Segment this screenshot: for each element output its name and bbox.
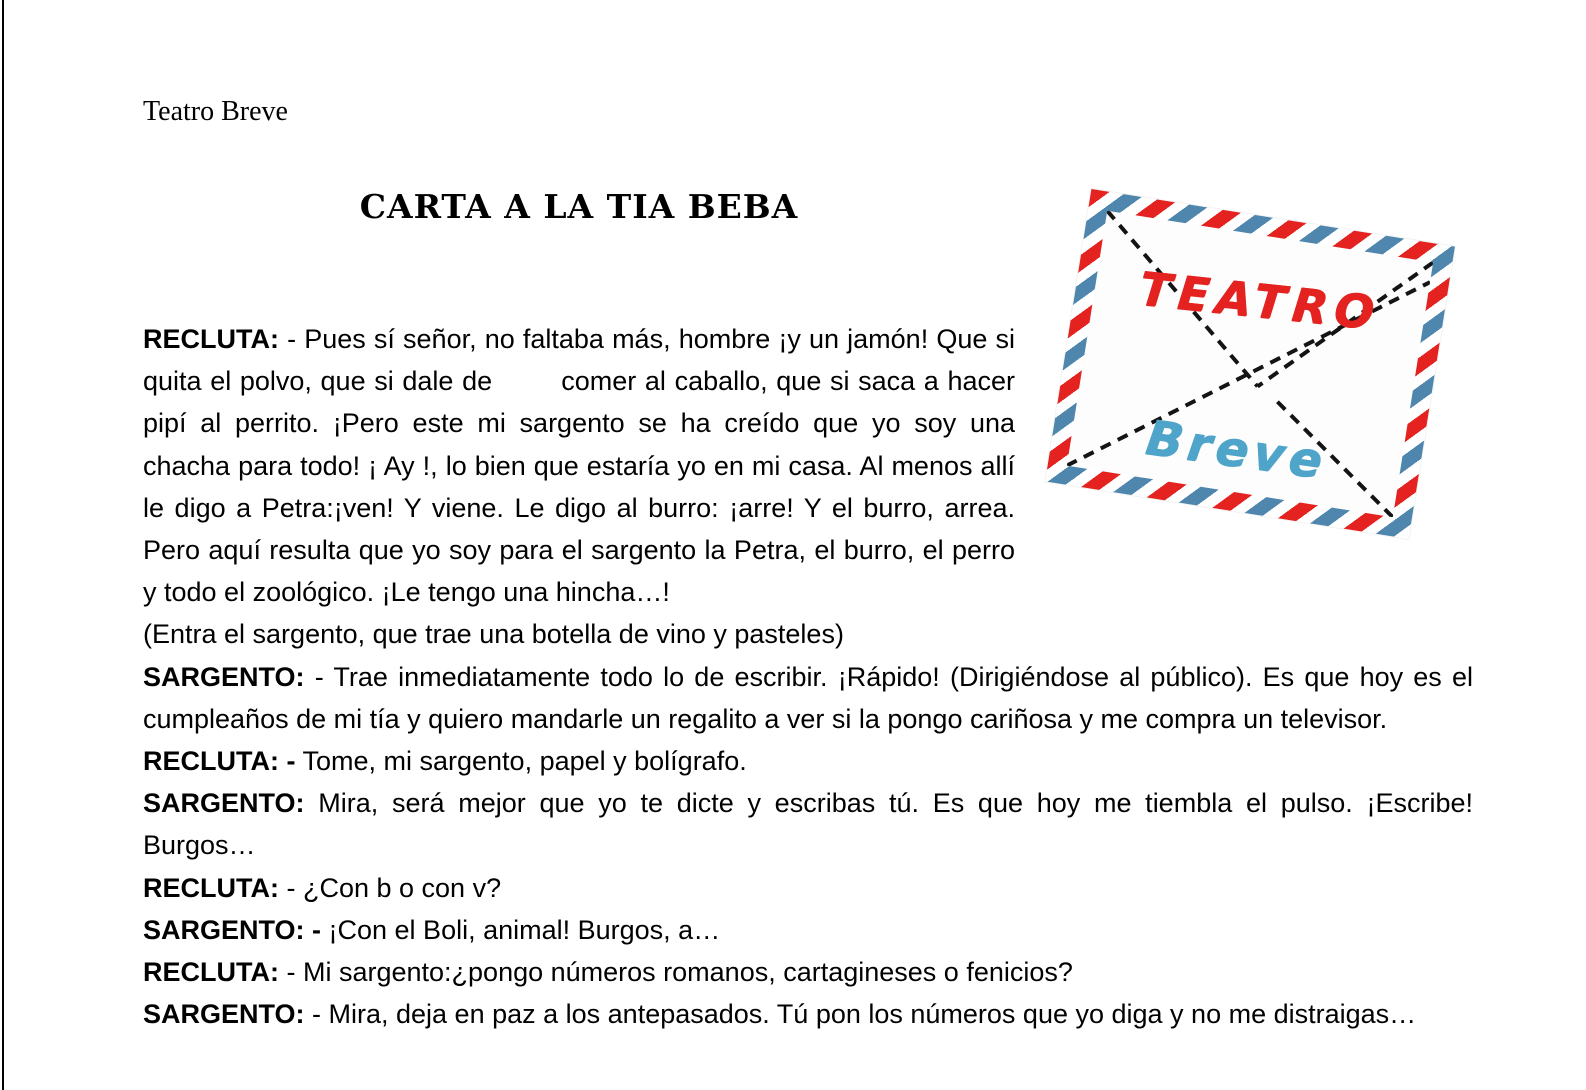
- airmail-envelope-image: [1045, 189, 1455, 539]
- dialogue-text: - ¿Con b o con v?: [278, 872, 502, 903]
- page-title: CARTA A LA TIA BEBA: [359, 187, 799, 226]
- dialogue-line: [143, 951, 1473, 993]
- speaker-label: RECLUTA:: [143, 324, 279, 354]
- envelope-face: [1067, 211, 1433, 517]
- dialogue-text: - Pues sí señor, no faltaba más, hombre ¡y un jamón! Que si quita el polvo, que si dale de comer al caballo, que si saca a hacer pipí al perrito. ¡Pero este mi sargento se ha creído que yo soy una chacha para todo! ¡ Ay !, lo bien que estaría yo en mi casa. Al menos allí le digo a Petra:¡ven! Y viene. Le digo al burro: ¡arre! Y el burro, arrea. Pero aquí resulta que yo soy para el sargento la Petra, el burro, el perro y todo el zoológico. ¡Le tengo una hincha…!: [143, 324, 1015, 608]
- dialogue-text: - Mira, deja en paz a los antepasados. Tú pon los números que yo diga y no me distraigas…: [304, 999, 1417, 1030]
- document-header-label: Teatro Breve: [143, 96, 288, 127]
- speaker-label: RECLUTA: -: [143, 746, 296, 777]
- dialogue-line: [143, 656, 1473, 740]
- dialogue-line: [143, 867, 1473, 909]
- dialogue-text: - Mi sargento:¿pongo números romanos, cartagineses o fenicios?: [278, 957, 1073, 988]
- dialogue-line: [143, 740, 1473, 782]
- envelope-float-area: [1015, 129, 1473, 564]
- dialogue-text: (Entra el sargento, que trae una botella de vino y pasteles): [143, 619, 844, 650]
- document-page: [143, 0, 1473, 1035]
- speaker-label: RECLUTA:: [143, 957, 279, 988]
- dialogue-text: Tome, mi sargento, papel y bolígrafo.: [295, 746, 747, 777]
- speaker-label: SARGENTO:: [143, 788, 305, 819]
- envelope-word-breve: Breve: [1142, 409, 1331, 491]
- speaker-label: SARGENTO:: [143, 661, 305, 692]
- dialogue-text: ¡Con el Boli, animal! Burgos, a…: [321, 914, 721, 945]
- speaker-label: SARGENTO:: [143, 999, 305, 1030]
- envelope-word-teatro: TEATRO: [1136, 261, 1384, 341]
- speaker-label: RECLUTA:: [143, 872, 279, 903]
- speaker-label: SARGENTO: -: [143, 914, 322, 945]
- dialogue-line: [143, 782, 1473, 866]
- window-left-border: [2, 0, 4, 1090]
- dialogue-line: [143, 993, 1473, 1035]
- dialogue-text: Mira, será mejor que yo te dicte y escribas tú. Es que hoy me tiembla el pulso. ¡Escribe! Burgos…: [143, 788, 1473, 861]
- dialogue-line: [143, 613, 1473, 655]
- dialogue-line: [143, 909, 1473, 951]
- dialogue-text: - Trae inmediatamente todo lo de escribir. ¡Rápido! (Dirigiéndose al público). Es que hoy es el cumpleaños de mi tía y quiero mandarle un regalito a ver si la pongo cariñosa y me compra un televisor.: [143, 661, 1473, 734]
